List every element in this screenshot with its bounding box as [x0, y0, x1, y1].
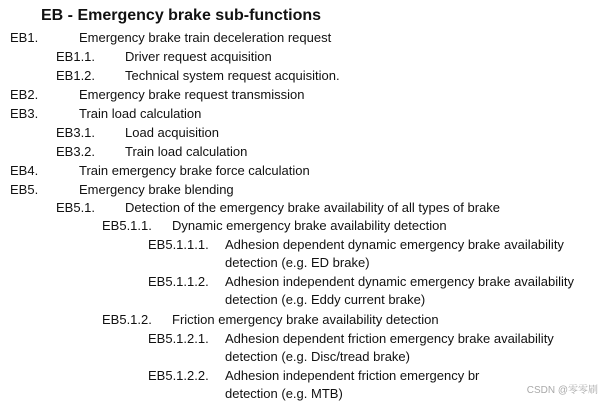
item-text: Load acquisition [125, 125, 219, 140]
item-text: Adhesion dependent dynamic emergency brake availability [225, 237, 564, 252]
item-number: EB3.1. [56, 125, 96, 140]
list-item-eb3-2 [0, 143, 609, 161]
item-text: Adhesion independent friction emergency br [225, 368, 480, 383]
page-title: EB - Emergency brake sub-functions [41, 7, 322, 24]
list-item-eb3-1 [0, 124, 609, 142]
list-item-eb1-2 [0, 67, 609, 85]
item-text: Adhesion independent dynamic emergency brake availability [225, 274, 575, 289]
list-item-eb5-1-1-2 [0, 273, 609, 309]
list-item-eb5-1-2-2 [0, 367, 609, 403]
item-text: Technical system request acquisition. [125, 68, 340, 83]
list-item-eb1-1 [0, 48, 609, 66]
list-item-eb2 [0, 86, 609, 104]
item-text: Detection of the emergency brake availability of all types of brake [125, 200, 501, 215]
item-text: Dynamic emergency brake availability detection [172, 218, 447, 233]
item-number: EB5.1.2. [102, 312, 152, 327]
item-text-continuation: detection (e.g. Eddy current brake) [225, 292, 426, 307]
item-number: EB3.2. [56, 144, 96, 159]
item-number: EB5.1.1.1. [148, 237, 209, 252]
item-number: EB5.1.1. [102, 218, 152, 233]
list-item-eb4 [0, 162, 609, 180]
list-item-eb5-1-2 [0, 311, 609, 329]
item-number: EB5.1.1.2. [148, 274, 209, 289]
list-item-eb5-1-1-1 [0, 236, 609, 272]
item-text-continuation: detection (e.g. ED brake) [225, 255, 370, 270]
list-item-eb5-1-1 [0, 217, 609, 235]
item-text-continuation: detection (e.g. Disc/tread brake) [225, 349, 410, 364]
list-item-eb3 [0, 105, 609, 123]
item-text: Adhesion dependent friction emergency brake availability [225, 331, 554, 346]
item-number: EB5. [10, 182, 39, 197]
item-text-continuation: detection (e.g. MTB) [225, 386, 343, 401]
watermark: CSDN @零零刷 [524, 385, 601, 397]
list-item-eb5 [0, 181, 609, 199]
item-number: EB1.1. [56, 49, 96, 64]
item-text: Train load calculation [79, 106, 202, 121]
item-text: Train emergency brake force calculation [79, 163, 310, 178]
item-number: EB2. [10, 87, 39, 102]
item-text: Train load calculation [125, 144, 248, 159]
item-number: EB5.1.2.2. [148, 368, 209, 383]
item-text: Emergency brake blending [79, 182, 234, 197]
list-item-eb5-1-2-1 [0, 330, 609, 366]
item-number: EB1.2. [56, 68, 96, 83]
item-text: Emergency brake train deceleration request [79, 30, 332, 45]
item-number: EB1. [10, 30, 39, 45]
list-item-eb5-1 [0, 199, 609, 217]
item-number: EB5.1.2.1. [148, 331, 209, 346]
item-number: EB4. [10, 163, 39, 178]
item-number: EB5.1. [56, 200, 96, 215]
item-text: Driver request acquisition [125, 49, 272, 64]
item-text: Emergency brake request transmission [79, 87, 305, 102]
item-number: EB3. [10, 106, 39, 121]
item-text: Friction emergency brake availability detection [172, 312, 439, 327]
list-item-eb1 [0, 29, 609, 47]
